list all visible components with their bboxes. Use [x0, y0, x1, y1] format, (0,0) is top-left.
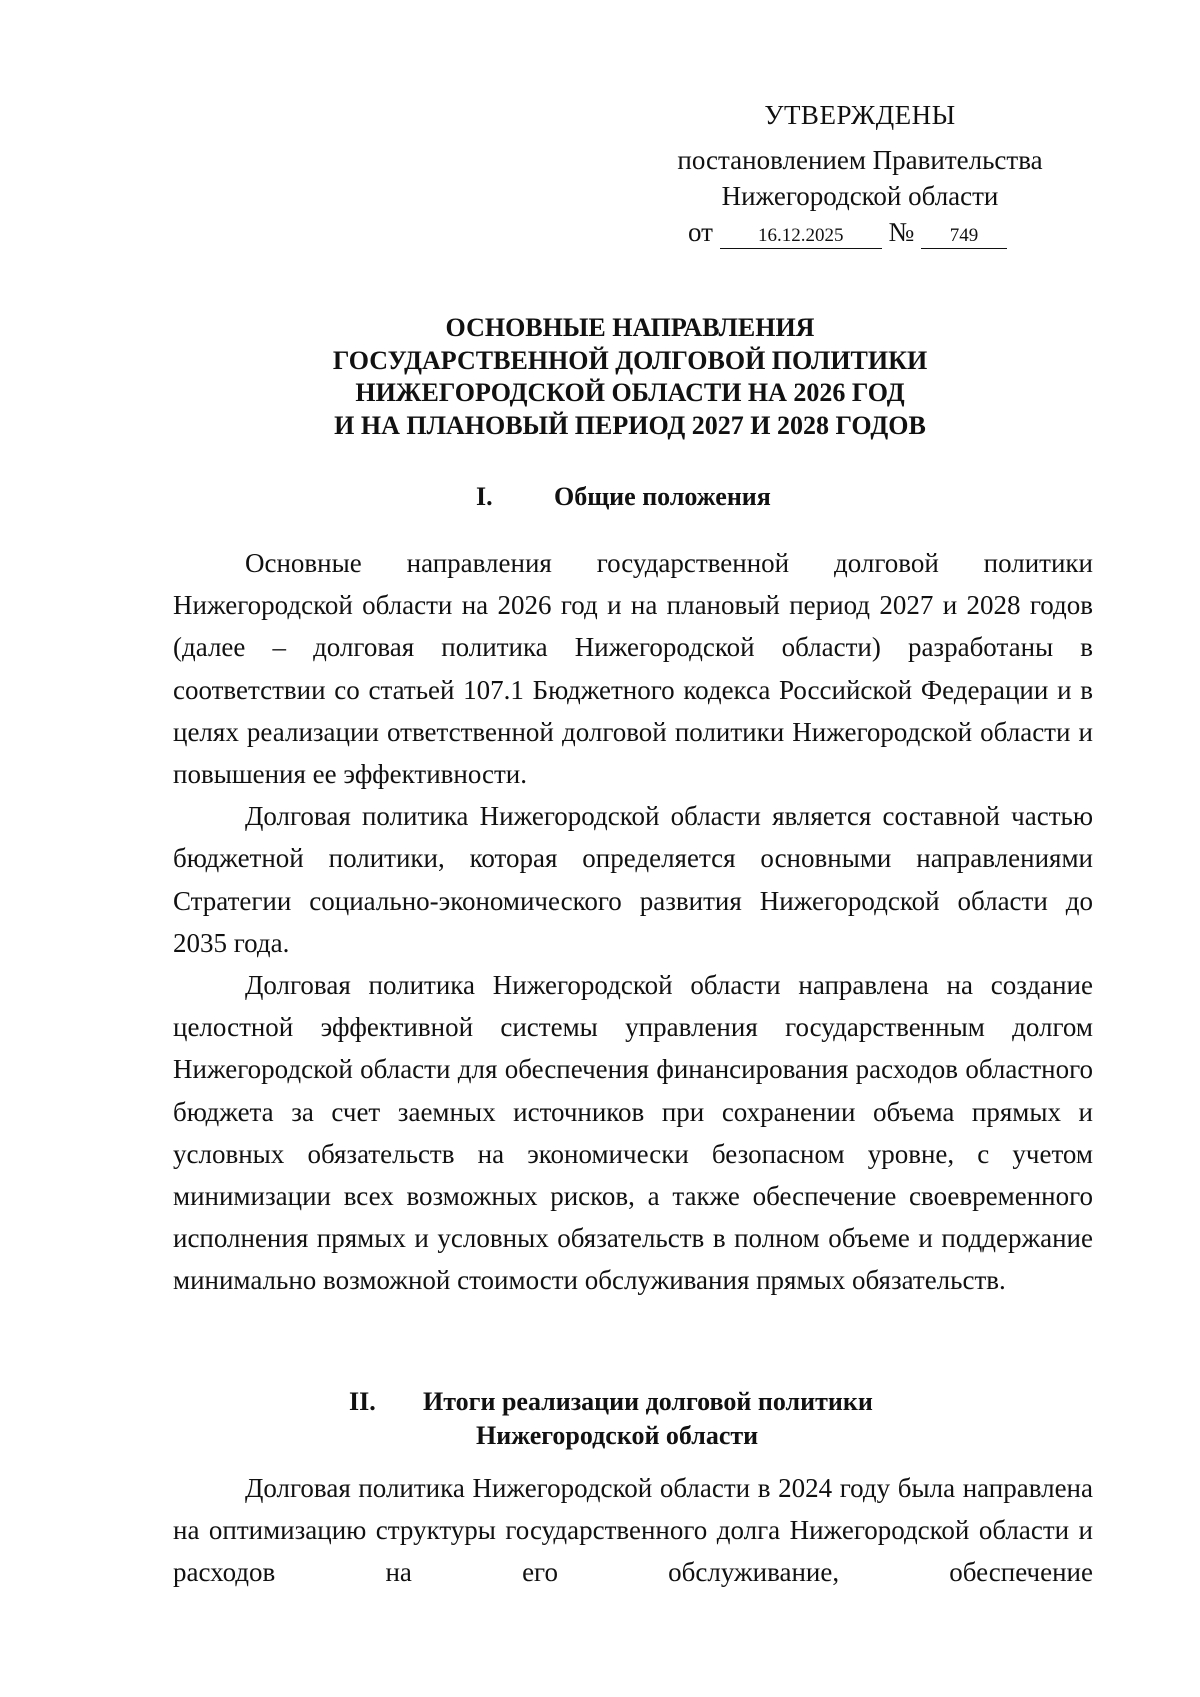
number-prefix: № — [888, 217, 915, 247]
approval-date: 16.12.2025 — [720, 224, 882, 249]
section-1-title: Общие положения — [554, 482, 771, 511]
approval-title: УТВЕРЖДЕНЫ — [764, 100, 956, 130]
approval-line-2: Нижегородской области — [721, 181, 999, 211]
paragraph: Основные направления государственной долговой политики Нижегородской области на 2026 год и на плановый период 2027 и 2028 годов (далее – долговая политика Нижегородской области) разработаны в соответствии со статьей 107.1 Бюджетного кодекса Российской Федерации и в целях реализации ответственной долговой политики Нижегородской области и повышения ее эффективности. — [173, 548, 1093, 790]
document-title-line-3: НИЖЕГОРОДСКОЙ ОБЛАСТИ НА 2026 ГОД — [355, 378, 905, 407]
section-1-body — [173, 542, 1093, 1302]
document-title-line-1: ОСНОВНЫЕ НАПРАВЛЕНИЯ — [445, 313, 815, 342]
paragraph: Долговая политика Нижегородской области в 2024 году была направлена на оптимизацию структуры государственного долга Нижегородской области и расходов на его обслуживание, обеспечение — [173, 1473, 1093, 1588]
section-2-heading — [349, 1385, 873, 1450]
document-title — [0, 312, 1200, 442]
approval-date-row — [640, 214, 1080, 250]
section-2-title-line-1: Итоги реализации долговой политики — [423, 1387, 873, 1416]
document-title-line-4: И НА ПЛАНОВЫЙ ПЕРИОД 2027 И 2028 ГОДОВ — [334, 410, 926, 440]
section-1-heading — [476, 480, 771, 514]
paragraph: Долговая политика Нижегородской области является составной частью бюджетной политики, которая определяется основными направлениями Стратегии социально-экономического развития Нижегородской области до 2035 года. — [173, 801, 1093, 958]
section-2-title-line-2: Нижегородской области — [476, 1421, 759, 1450]
date-prefix: от — [688, 217, 713, 247]
approval-line-1: постановлением Правительства — [677, 145, 1043, 175]
approval-block — [640, 97, 1080, 250]
approval-number: 749 — [921, 224, 1007, 249]
section-2-number: II. — [349, 1387, 376, 1416]
document-title-line-2: ГОСУДАРСТВЕННОЙ ДОЛГОВОЙ ПОЛИТИКИ — [332, 345, 928, 375]
section-2-body — [173, 1467, 1093, 1594]
section-1-number: I. — [476, 482, 493, 511]
paragraph: Долговая политика Нижегородской области направлена на создание целостной эффективной системы управления государственным долгом Нижегородской области для обеспечения финансирования расходов областного бюджета за счет заемных источников при сохранении объема прямых и условных обязательств на экономически безопасном уровне, с учетом минимизации всех возможных рисков, а также обеспечение своевременного исполнения прямых и условных обязательств в полном объеме и поддержание минимально возможной стоимости обслуживания прямых обязательств. — [173, 970, 1093, 1296]
